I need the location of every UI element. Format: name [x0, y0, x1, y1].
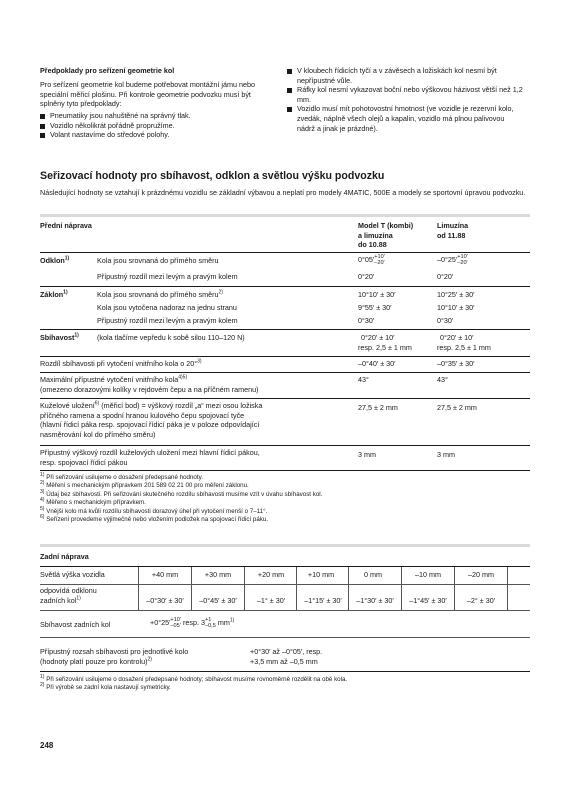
camber-value-1-col2 [437, 254, 468, 266]
list-item: Pneumatiky jsou nahuštěné na správný tlak. [40, 111, 265, 121]
cone-col1: 27,5 ± 2 mm [358, 403, 398, 412]
col-header-line: do 10.88 [358, 240, 387, 250]
label-line [40, 647, 188, 657]
desc-line: resp. spojovací řídicí pákou [40, 457, 128, 467]
footnote-ref: 4)5) [178, 374, 188, 381]
label-line [40, 596, 97, 606]
divider [40, 610, 530, 611]
value: –0°25′ [437, 254, 458, 264]
tolerance-lower: –20′ [374, 260, 385, 266]
label-line [40, 657, 188, 667]
desc-text: (měřicí bod) = výškový rozdíl „a“ mezi osou ložiska [99, 401, 263, 410]
desc-line: (omezeno dorazovými kolíky v rejdovém čepu a na příčném ramenu) [40, 384, 259, 394]
value: resp. 3 [182, 617, 205, 627]
unit: mm [215, 617, 230, 627]
rear-toe-value [150, 617, 234, 629]
camber-label [40, 256, 69, 266]
desc-line: (hlavní řídicí páka resp. spojovací řídicí páka je v poloze odpovídající [40, 420, 260, 430]
height-value: 0 mm [364, 570, 382, 579]
footnote-num: 2) [40, 480, 45, 487]
grid-line [296, 567, 297, 610]
toe-label-text: Sbíhavost [40, 333, 75, 342]
rear-camber-value: –2° ± 30′ [466, 596, 496, 605]
tolerance-upper: +10′ [170, 617, 181, 623]
desc-text: Kola jsou srovnaná do přímého směru [97, 290, 219, 299]
footnote [40, 513, 530, 524]
rear-camber-value: –1°45′ ± 30′ [409, 596, 447, 605]
cone-diff-col1: 3 mm [358, 450, 376, 459]
rear-camber-value: –1° ± 30′ [256, 596, 286, 605]
divider [40, 584, 530, 585]
list-item: Volant nastavíme do středové polohy. [40, 130, 265, 140]
col-header-line: Limuzína [437, 221, 469, 230]
toe-value-col1 [358, 333, 412, 352]
footnote-text: Měření s mechanickým přípravkem 201 589 02 21 00 pro měření záklonu. [46, 482, 249, 490]
max-turn-col1: 43° [358, 375, 369, 384]
desc-text: Kuželové uložení [40, 401, 95, 410]
footnote-ref: 1) [74, 332, 79, 339]
caster-desc-2: Kola jsou vytočena nadoraz na jednu stranu [97, 303, 237, 312]
divider [40, 252, 530, 253]
rear-diff-values [250, 647, 322, 666]
caster-label [40, 290, 68, 300]
caster-value-1-col2: 10°25′ ± 30′ [437, 290, 475, 299]
toe-value-col2 [437, 333, 491, 352]
tolerance-upper: +10′ [374, 254, 385, 260]
tolerance [205, 617, 216, 629]
tolerance [374, 254, 385, 266]
front-footnotes [40, 471, 530, 524]
value-line: +3,5 mm až –0,5 mm [250, 656, 318, 666]
toe-diff-desc [40, 359, 202, 369]
section-intro: Následující hodnoty se vztahují k prázdnému vozidlu se základní výbavou a neplatí pro modely 4MATIC, 500E a modely se sportovní úpravou podvozku. [40, 188, 526, 197]
caster-desc-3: Přípustný rozdíl mezi levým a pravým kolem [97, 316, 238, 325]
prereq-intro: Pro seřízení geometrie kol budeme potřebovat montážní jámu nebo speciální měřicí plošinu. Při kontrole geometrie podvozku musí být splněny tyto předpoklady: [40, 80, 255, 109]
value-line: resp. 2,5 ± 1 mm [437, 342, 491, 352]
col-header-line: od 11.88 [437, 230, 466, 240]
caster-label-text: Záklon [40, 290, 64, 299]
divider [40, 637, 530, 638]
table-top-band [40, 544, 530, 547]
col-header-model-t [358, 221, 413, 250]
cone-diff-desc [40, 448, 260, 467]
divider [40, 286, 530, 287]
value-line: resp. 2,5 ± 1 mm [358, 342, 412, 352]
toe-label [40, 333, 79, 343]
footnote-text: Při seřizování usilujeme o dosažení předepsané hodnoty. [46, 474, 203, 481]
list-item: Ráfky kol nesmí vykazovat boční nebo výškovou házivost větší než 1,2 mm. [287, 85, 523, 104]
footnote-ref: 2) [147, 656, 152, 663]
footnote [40, 488, 530, 499]
rear-camber-value: –0°45′ ± 30′ [199, 596, 237, 605]
rear-axle-header: Zadní náprava [40, 552, 89, 561]
value: 0°05′ [358, 254, 375, 264]
grid-line [454, 567, 455, 610]
footnote-num: 1) [40, 471, 45, 478]
tolerance-lower: –05′ [170, 623, 181, 629]
desc-line: příčného ramena a spodní hranou kulového čepu spojovací tyče [40, 410, 245, 420]
divider [40, 329, 530, 330]
footnote-ref: 1) [76, 595, 81, 602]
cone-col2: 27,5 ± 2 mm [437, 403, 477, 412]
footnote-ref: 1) [64, 255, 70, 262]
page-number: 248 [40, 741, 54, 750]
footnote-num: 4) [40, 497, 45, 504]
camber-label-text: Odklon [40, 256, 65, 265]
height-value: +30 mm [204, 570, 232, 579]
divider [40, 398, 530, 399]
height-value: +40 mm [151, 570, 179, 579]
front-axle-header: Přední náprava [40, 221, 92, 230]
list-item: Vozidlo několikrát pořádně propružíme. [40, 121, 265, 131]
footnote-text: Při seřizování usilujeme o dosažení předepsané hodnoty; sbíhavost musíme rovnoměrně rozdělit na obě kola. [46, 676, 348, 683]
footnote-text: Seřízení provedeme výjimečně nebo vložením podložek na spojovací řídicí páku. [46, 516, 269, 524]
footnote-text: Při výrobě se zadní kola nastavují symetricky. [46, 684, 171, 692]
grid-line [244, 567, 245, 610]
footnote-num: 3) [40, 488, 45, 495]
toe-diff-col2: –0°35′ ± 30′ [437, 359, 475, 368]
footnote-ref: 1) [63, 289, 68, 296]
prereq-heading: Předpoklady pro seřízení geometrie kol [40, 66, 175, 75]
toe-desc: (kola tlačíme vepředu k sobě silou 110–120 N) [97, 333, 245, 342]
label-text: zadních kol [40, 595, 77, 605]
prereq-list-right [287, 66, 523, 133]
divider [40, 372, 530, 373]
toe-diff-col1: –0°40′ ± 30′ [358, 359, 396, 368]
col-header-limuzina [437, 221, 468, 240]
footnote-ref: 6) [94, 400, 100, 407]
height-value: +10 mm [307, 570, 335, 579]
height-value: +20 mm [257, 570, 285, 579]
value: +0°25′ [150, 617, 171, 627]
caster-value-3-col1: 0°30′ [358, 316, 375, 325]
grid-line [348, 567, 349, 610]
tolerance-lower: –0,5 [204, 623, 216, 629]
tolerance-upper: +1 [204, 617, 212, 623]
rear-footnotes [40, 673, 530, 693]
footnote-text: Vnější kolo má kvůli rozdílu sbíhavosti dorazový úhel při vytočení menší o 7–11°. [46, 507, 268, 515]
list-item: Vozidlo musí mít pohotovostní hmotnost (ve vozidle je rezervní kolo, zvedák, náplně všech olejů a kapalin, vozidlo má plnou palivovou nádrž a jinak je prázdné). [287, 104, 523, 133]
footnote-num: 2) [40, 682, 45, 689]
caster-desc-1 [97, 290, 223, 300]
cone-desc [40, 401, 262, 439]
footnote-ref: 2) [218, 289, 223, 296]
tolerance-lower: –20′ [457, 260, 468, 266]
prereq-list-left [40, 111, 265, 140]
grid-line [138, 567, 139, 610]
height-value: –20 mm [468, 570, 494, 579]
caster-value-1-col1: 10°10′ ± 30′ [358, 290, 396, 299]
divider [40, 356, 530, 357]
footnote-ref: 3) [197, 358, 202, 365]
max-turn-col2: 43° [437, 375, 448, 384]
desc-line [40, 401, 262, 411]
footnote-num: 5) [40, 505, 45, 512]
footnote [40, 482, 530, 490]
footnote-text: Údaj bez sbíhavosti. Při seřizování skutečného rozdílu sbíhavosti musíme vzít v úvahu sbíhavost kol. [46, 490, 323, 498]
rear-diff-label [40, 647, 188, 666]
desc-text: Maximální přípustné vytočení vnitřního kola [40, 375, 179, 384]
grid-line [507, 567, 508, 610]
divider [40, 566, 530, 567]
camber-value-1-col1 [358, 254, 385, 266]
rear-camber-value: –1°15′ ± 30′ [304, 596, 342, 605]
rear-camber-value: –1°30′ ± 30′ [356, 596, 394, 605]
footnote-num: 6) [40, 513, 45, 520]
cone-diff-col2: 3 mm [437, 450, 455, 459]
tolerance [457, 254, 468, 266]
value-line: 0°20′ ± 10′ [361, 333, 395, 342]
grid-line [401, 567, 402, 610]
grid-line [191, 567, 192, 610]
max-turn-desc [40, 375, 259, 394]
caster-value-2-col2: 10°10′ ± 30′ [437, 303, 475, 312]
divider [40, 445, 530, 446]
desc-line: Přípustný výškový rozdíl kuželových uložení mezi hlavní řídicí pákou, [40, 448, 260, 457]
desc-line [40, 375, 259, 385]
label-text: Přípustný rozsah sbíhavosti pro jednotlivé kolo [40, 647, 189, 656]
height-value: –10 mm [415, 570, 441, 579]
desc-line: nasměrování kol do přímého směru) [40, 429, 156, 439]
camber-desc-2: Přípustný rozdíl mezi levým a pravým kolem [97, 272, 238, 281]
footnote-num: 1) [40, 673, 45, 680]
list-item: V kloubech řídicích tyčí a v závěsech a ložiskách kol nesmí být nepřípustné vůle. [287, 66, 523, 85]
divider [40, 671, 530, 672]
footnote [40, 499, 530, 507]
desc-text: Rozdíl sbíhavosti při vytočení vnitřního kola o 20° [40, 359, 198, 368]
value-line: +0°30′ až –0°05′, resp. [250, 647, 323, 656]
value-line: 0°20′ ± 10′ [440, 333, 474, 342]
height-label: Světlá výška vozidla [40, 570, 105, 579]
footnote [40, 505, 530, 516]
rear-camber-label [40, 586, 97, 605]
rear-camber-value: –0°30′ ± 30′ [146, 596, 184, 605]
col-header-line: a limuzína [358, 230, 393, 240]
camber-value-2-col1: 0°20′ [358, 272, 375, 281]
footnote-text: Měřeno s mechanickým přípravkem. [46, 499, 146, 507]
section-title: Seřizovací hodnoty pro sbíhavost, odklon a světlou výšku podvozku [40, 170, 385, 182]
rear-toe-label: Sbíhavost zadních kol [40, 620, 111, 629]
table-top-band [40, 214, 530, 217]
divider [40, 470, 530, 471]
label-line: odpovídá odklonu [40, 586, 97, 595]
label-text: (hodnoty platí pouze pro kontrolu) [40, 656, 148, 666]
camber-desc-1: Kola jsou srovnaná do přímého směru [97, 256, 219, 265]
tolerance-upper: +10′ [457, 254, 468, 260]
caster-value-2-col1: 9°55′ ± 30′ [358, 303, 392, 312]
footnote-ref: 1) [229, 617, 235, 624]
col-header-line: Model T (kombi) [358, 221, 414, 230]
tolerance [170, 617, 181, 629]
caster-value-3-col2: 0°30′ [437, 316, 454, 325]
footnote [40, 684, 530, 692]
camber-value-2-col2: 0°20′ [437, 272, 454, 281]
